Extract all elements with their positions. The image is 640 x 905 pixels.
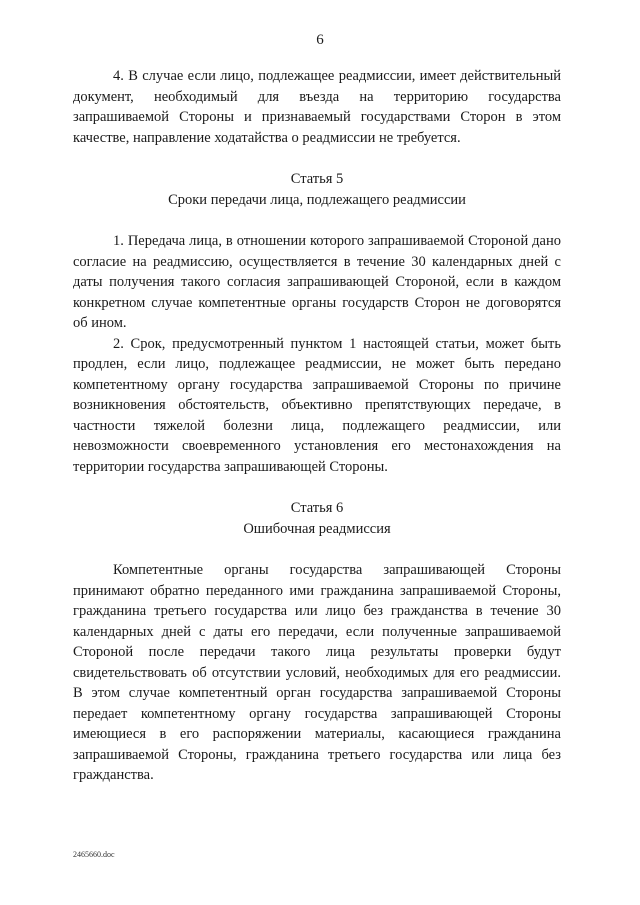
article-6-body	[73, 560, 561, 786]
article-6-number: Статья 6	[290, 500, 344, 516]
article-6-title: Ошибочная реадмиссия	[243, 520, 391, 537]
footer-file-name: 2465660.doc	[73, 850, 115, 859]
article-5-number: Статья 5	[290, 171, 344, 187]
article-6-paragraph-1: Компетентные органы государства запрашивающей Стороны принимают обратно переданного ими гражданина запрашиваемой Стороны, гражданина третьего государства или лицо без гражданства в течение 30 календарных дней с даты его передачи, если полученные запрашиваемой Стороной после передачи такого лица результаты проверки будут свидетельствовать об отсутствии условий, необходимых для его реадмиссии. В этом случае компетентный орган государства запрашиваемой Стороны передает компетентному органу государства запрашивающей Стороны имеющиеся в его распоряжении материалы, касающиеся гражданина запрашиваемой Стороны, гражданина третьего государства или лица без гражданства.	[73, 562, 561, 783]
article-6-heading	[73, 498, 561, 539]
article-5-title: Сроки передачи лица, подлежащего реадмиссии	[168, 191, 466, 208]
paragraph-4: 4. В случае если лицо, подлежащее реадмиссии, имеет действительный документ, необходимый для въезда на территорию государства запрашиваемой Стороны и признаваемый государствами Сторон в этом качестве, направление ходатайства о реадмиссии не требуется.	[73, 68, 561, 146]
article-5-paragraph-2: 2. Срок, предусмотренный пунктом 1 настоящей статьи, может быть продлен, если лицо, подлежащее реадмиссии, не может быть передано компетентному органу государства запрашиваемой Стороны по причине возникновения обстоятельств, объективно препятствующих передаче, в частности тяжелой болезни лица, подлежащего реадмиссии, или невозможности своевременного установления его местонахождения на территории государства запрашивающей Стороны.	[73, 335, 561, 475]
article-5-heading	[73, 169, 561, 210]
document-body	[73, 66, 561, 786]
article-5-paragraph-1: 1. Передача лица, в отношении которого запрашиваемой Стороной дано согласие на реадмиссию, осуществляется в течение 30 календарных дней с даты получения такого согласия запрашивающей Стороной, если в каждом конкретном случае компетентные органы государств Сторон не договорятся об ином.	[73, 233, 561, 331]
page-number: 6	[316, 32, 324, 48]
article-5-body	[73, 231, 561, 477]
